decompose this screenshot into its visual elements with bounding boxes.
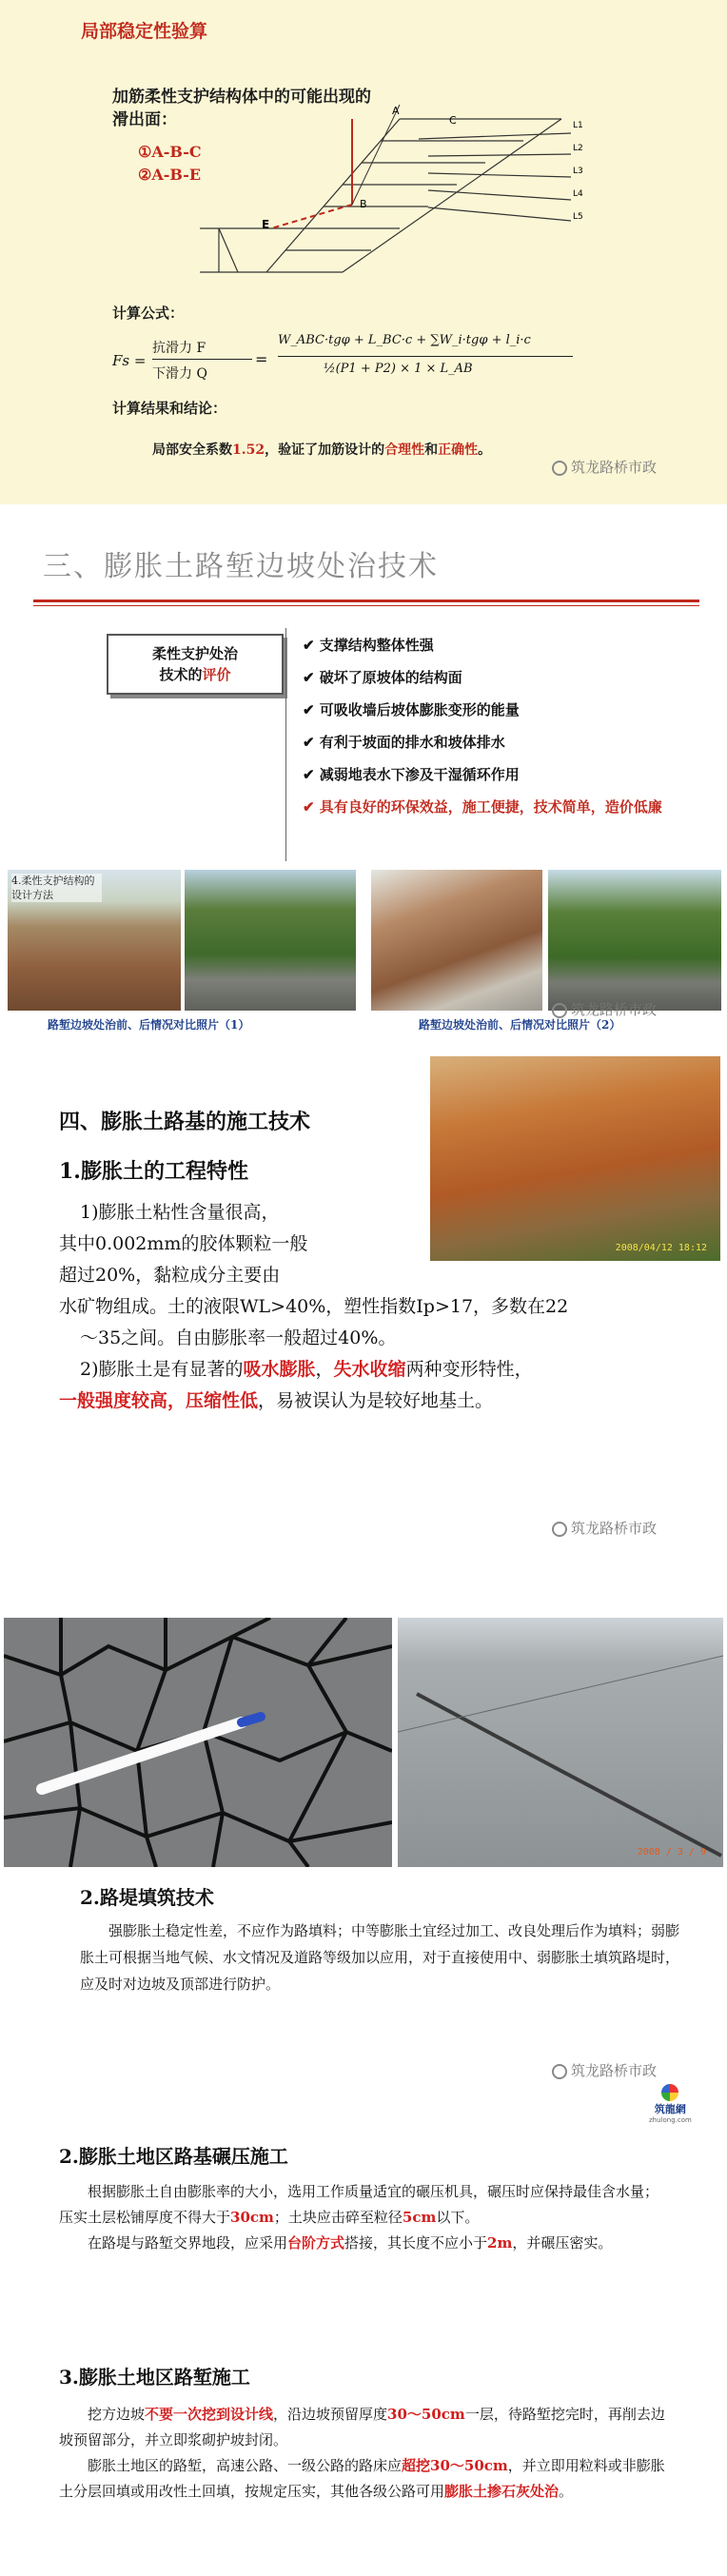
road-crack-photo xyxy=(398,1618,723,1867)
point-e-label: E xyxy=(262,218,270,231)
slope-photo-before-1 xyxy=(8,870,181,1011)
paragraph: 挖方边坡不要一次挖到设计线，沿边坡预留厚度30～50cm一层，待路堑挖完时，再削去边坡预留部分，并立即浆砌护坡封闭。 xyxy=(59,2406,665,2448)
check-icon: ✔ xyxy=(303,798,320,816)
layer-l4: L4 xyxy=(573,189,583,199)
watermark-icon xyxy=(552,461,567,476)
property-line-2: 2)膨胀土是有显著的吸水膨胀，失水收缩两种变形特性， xyxy=(80,1359,533,1380)
panel3-title: 四、膨胀土路基的施工技术 xyxy=(59,1110,311,1134)
photo-timestamp: 2008 / 3 / 9 xyxy=(637,1847,706,1858)
layer-l5: L5 xyxy=(573,212,583,222)
property-line: ～35之间。自由膨胀率一般超过40%。 xyxy=(80,1327,397,1348)
watermark: 筑龙路桥市政 xyxy=(552,2060,657,2080)
cracked-soil-photo xyxy=(4,1618,392,1867)
result-label: 计算结果和结论： xyxy=(112,400,227,417)
result-pre: 局部安全系数 xyxy=(152,442,232,458)
paragraph: 根据膨胀土自由膨胀率的大小，选用工作质量适宜的碾压机具，碾压时应保持最佳含水量；压实土层松铺厚度不得大于30cm；土块应击碎至粒径5cm以下。 xyxy=(59,2183,659,2226)
check-icon: ✔ xyxy=(303,701,320,718)
panel1-title: 局部稳定性验算 xyxy=(81,21,208,42)
panel4-title: 2.路堤填筑技术 xyxy=(80,1886,214,1909)
property-line: 1)膨胀土粘性含量很高， xyxy=(80,1202,280,1223)
panel-stability-check: 局部稳定性验算 加筋柔性支护结构体中的可能出现的滑出面： ①A-B-C ②A-B-E A B C E L1 L2 L3 L4 L5 计算公式： Fs = 抗滑力 F 下滑力 Q = W_ABC·tgφ + L_BC·c + ∑W_i·tgφ + l_i·c ½(P1 + P2) × 1 × L_AB 计算结果和结论： 局部安全系数1.52，验证了加筋设计的合理性和正确性。 筑龙路桥市政 xyxy=(0,0,727,504)
result-mid: ，验证了加筋设计的 xyxy=(265,442,385,458)
check-icon: ✔ xyxy=(303,637,320,654)
formula-frac-num: 抗滑力 F xyxy=(152,341,206,356)
road-crack-lines xyxy=(398,1618,723,1867)
result-h2: 正确性 xyxy=(438,442,479,458)
paragraph: 在路堤与路堑交界地段，应采用台阶方式搭接，其长度不应小于2m，并碾压密实。 xyxy=(88,2234,613,2252)
list-item: ✔ 破坏了原坡体的结构面 xyxy=(303,669,462,686)
watermark-icon xyxy=(552,1522,567,1537)
list-item: ✔ 支撑结构整体性强 xyxy=(303,637,434,654)
photo-caption-1: 路堑边坡处治前、后情况对比照片（1） xyxy=(48,1018,250,1032)
panel-embankment xyxy=(0,1551,727,2084)
watermark-icon xyxy=(552,1003,567,1018)
panel2-title: 三、膨胀土路堑边坡处治技术 xyxy=(43,550,439,583)
formula-frac-den: 下滑力 Q xyxy=(152,366,207,382)
photo-caption-2: 路堑边坡处治前、后情况对比照片（2） xyxy=(419,1018,621,1032)
check-icon: ✔ xyxy=(303,734,320,751)
layer-l2: L2 xyxy=(573,144,583,153)
layer-l3: L3 xyxy=(573,167,583,176)
section-cutting-title: 3.膨胀土地区路堑施工 xyxy=(59,2366,250,2389)
option-abe: ②A-B-E xyxy=(138,166,202,184)
result-and: 和 xyxy=(424,442,439,458)
result-h1: 合理性 xyxy=(384,442,425,458)
property-line: 水矿物组成。土的液限WL>40%，塑性指数Ip>17，多数在22 xyxy=(59,1296,569,1317)
result-line xyxy=(152,440,491,459)
list-item: ✔ 有利于坡面的排水和坡体排水 xyxy=(303,734,505,751)
panel-soil-properties xyxy=(0,1037,727,1551)
section-compaction-title: 2.膨胀土地区路基碾压施工 xyxy=(59,2145,288,2168)
check-icon: ✔ xyxy=(303,766,320,783)
panel-slope-treatment xyxy=(0,504,727,1037)
point-b-label: B xyxy=(360,198,367,210)
section-cutting-body xyxy=(59,2402,668,2505)
property-line-3: 一般强度较高，压缩性低，易被误认为是较好地基土。 xyxy=(59,1390,494,1411)
slope-photo-after-1 xyxy=(185,870,356,1011)
logo-subtext: zhulong.com xyxy=(649,2116,692,2124)
point-a-label: A xyxy=(392,105,400,117)
watermark: 筑龙路桥市政 xyxy=(552,1518,657,1538)
panel3-subtitle: 1.膨胀土的工程特性 xyxy=(59,1159,248,1184)
evaluation-box xyxy=(107,634,284,695)
evaluation-highlight: 评价 xyxy=(202,666,231,683)
property-text xyxy=(59,1197,706,1417)
paragraph: 膨胀土地区的路堑，高速公路、一级公路的路床应超挖30～50cm，并立即用粒料或非膨胀土分层回填或用改性土回填，按规定压实，其他各级公路可用膨胀土掺石灰处治。 xyxy=(59,2457,665,2500)
slope-photo-before-2 xyxy=(371,870,542,1011)
watermark: 筑龙路桥市政 xyxy=(552,999,657,1019)
property-line: 其中0.002mm的胶体颗粒一般 xyxy=(59,1233,308,1254)
safety-factor-value: 1.52 xyxy=(232,442,265,458)
logo-text: 筑龍網 xyxy=(654,2103,686,2115)
section-compaction-body xyxy=(59,2179,668,2256)
site-logo xyxy=(649,2084,692,2124)
slope-photo-after-2 xyxy=(548,870,721,1011)
evaluation-label-1: 柔性支护处治 xyxy=(151,645,238,662)
crack-pattern xyxy=(4,1618,392,1867)
photo-inset-text: 4.柔性支护结构的设计方法 xyxy=(11,874,102,902)
slip-surface-desc: 加筋柔性支护结构体中的可能出现的滑出面： xyxy=(112,88,371,129)
formula-fs: Fs = xyxy=(112,352,147,369)
formula-rhs-den: ½(P1 + P2) × 1 × L_AB xyxy=(324,362,473,376)
evaluation-list xyxy=(303,636,674,816)
layer-l1: L1 xyxy=(573,121,583,130)
panel4-body: 强膨胀土稳定性差，不应作为路填料；中等膨胀土宜经过加工、改良处理后作为填料；弱膨胀土可根据当地气候、水文情况及道路等级加以应用，对于直接使用中、弱膨胀土填筑路堤时，应及时对边坡及顶部进行防护。 xyxy=(80,1922,680,1993)
formula-rhs-num: W_ABC·tgφ + L_BC·c + ∑W_i·tgφ + l_i·c xyxy=(278,333,531,347)
list-item-red: ✔ 具有良好的环保效益，施工便捷，技术简单，造价低廉 xyxy=(303,798,662,816)
result-end: 。 xyxy=(478,442,492,458)
evaluation-label-2: 技术的 xyxy=(159,666,203,683)
option-abc: ①A-B-C xyxy=(138,143,202,161)
reinforced-slope-diagram xyxy=(181,95,609,285)
formula-label: 计算公式： xyxy=(112,305,185,322)
panel-construction xyxy=(0,2084,727,2576)
watermark: 筑龙路桥市政 xyxy=(552,457,657,477)
logo-icon xyxy=(661,2084,678,2101)
property-line: 超过20%，黏粒成分主要由 xyxy=(59,1265,281,1286)
list-item: ✔ 减弱地表水下渗及干湿循环作用 xyxy=(303,766,520,783)
point-c-label: C xyxy=(449,114,457,127)
watermark-icon xyxy=(552,2064,567,2079)
check-icon: ✔ xyxy=(303,669,320,686)
photo-timestamp: 2008/04/12 18:12 xyxy=(615,1243,707,1253)
list-item: ✔ 可吸收墙后坡体膨胀变形的能量 xyxy=(303,701,520,718)
